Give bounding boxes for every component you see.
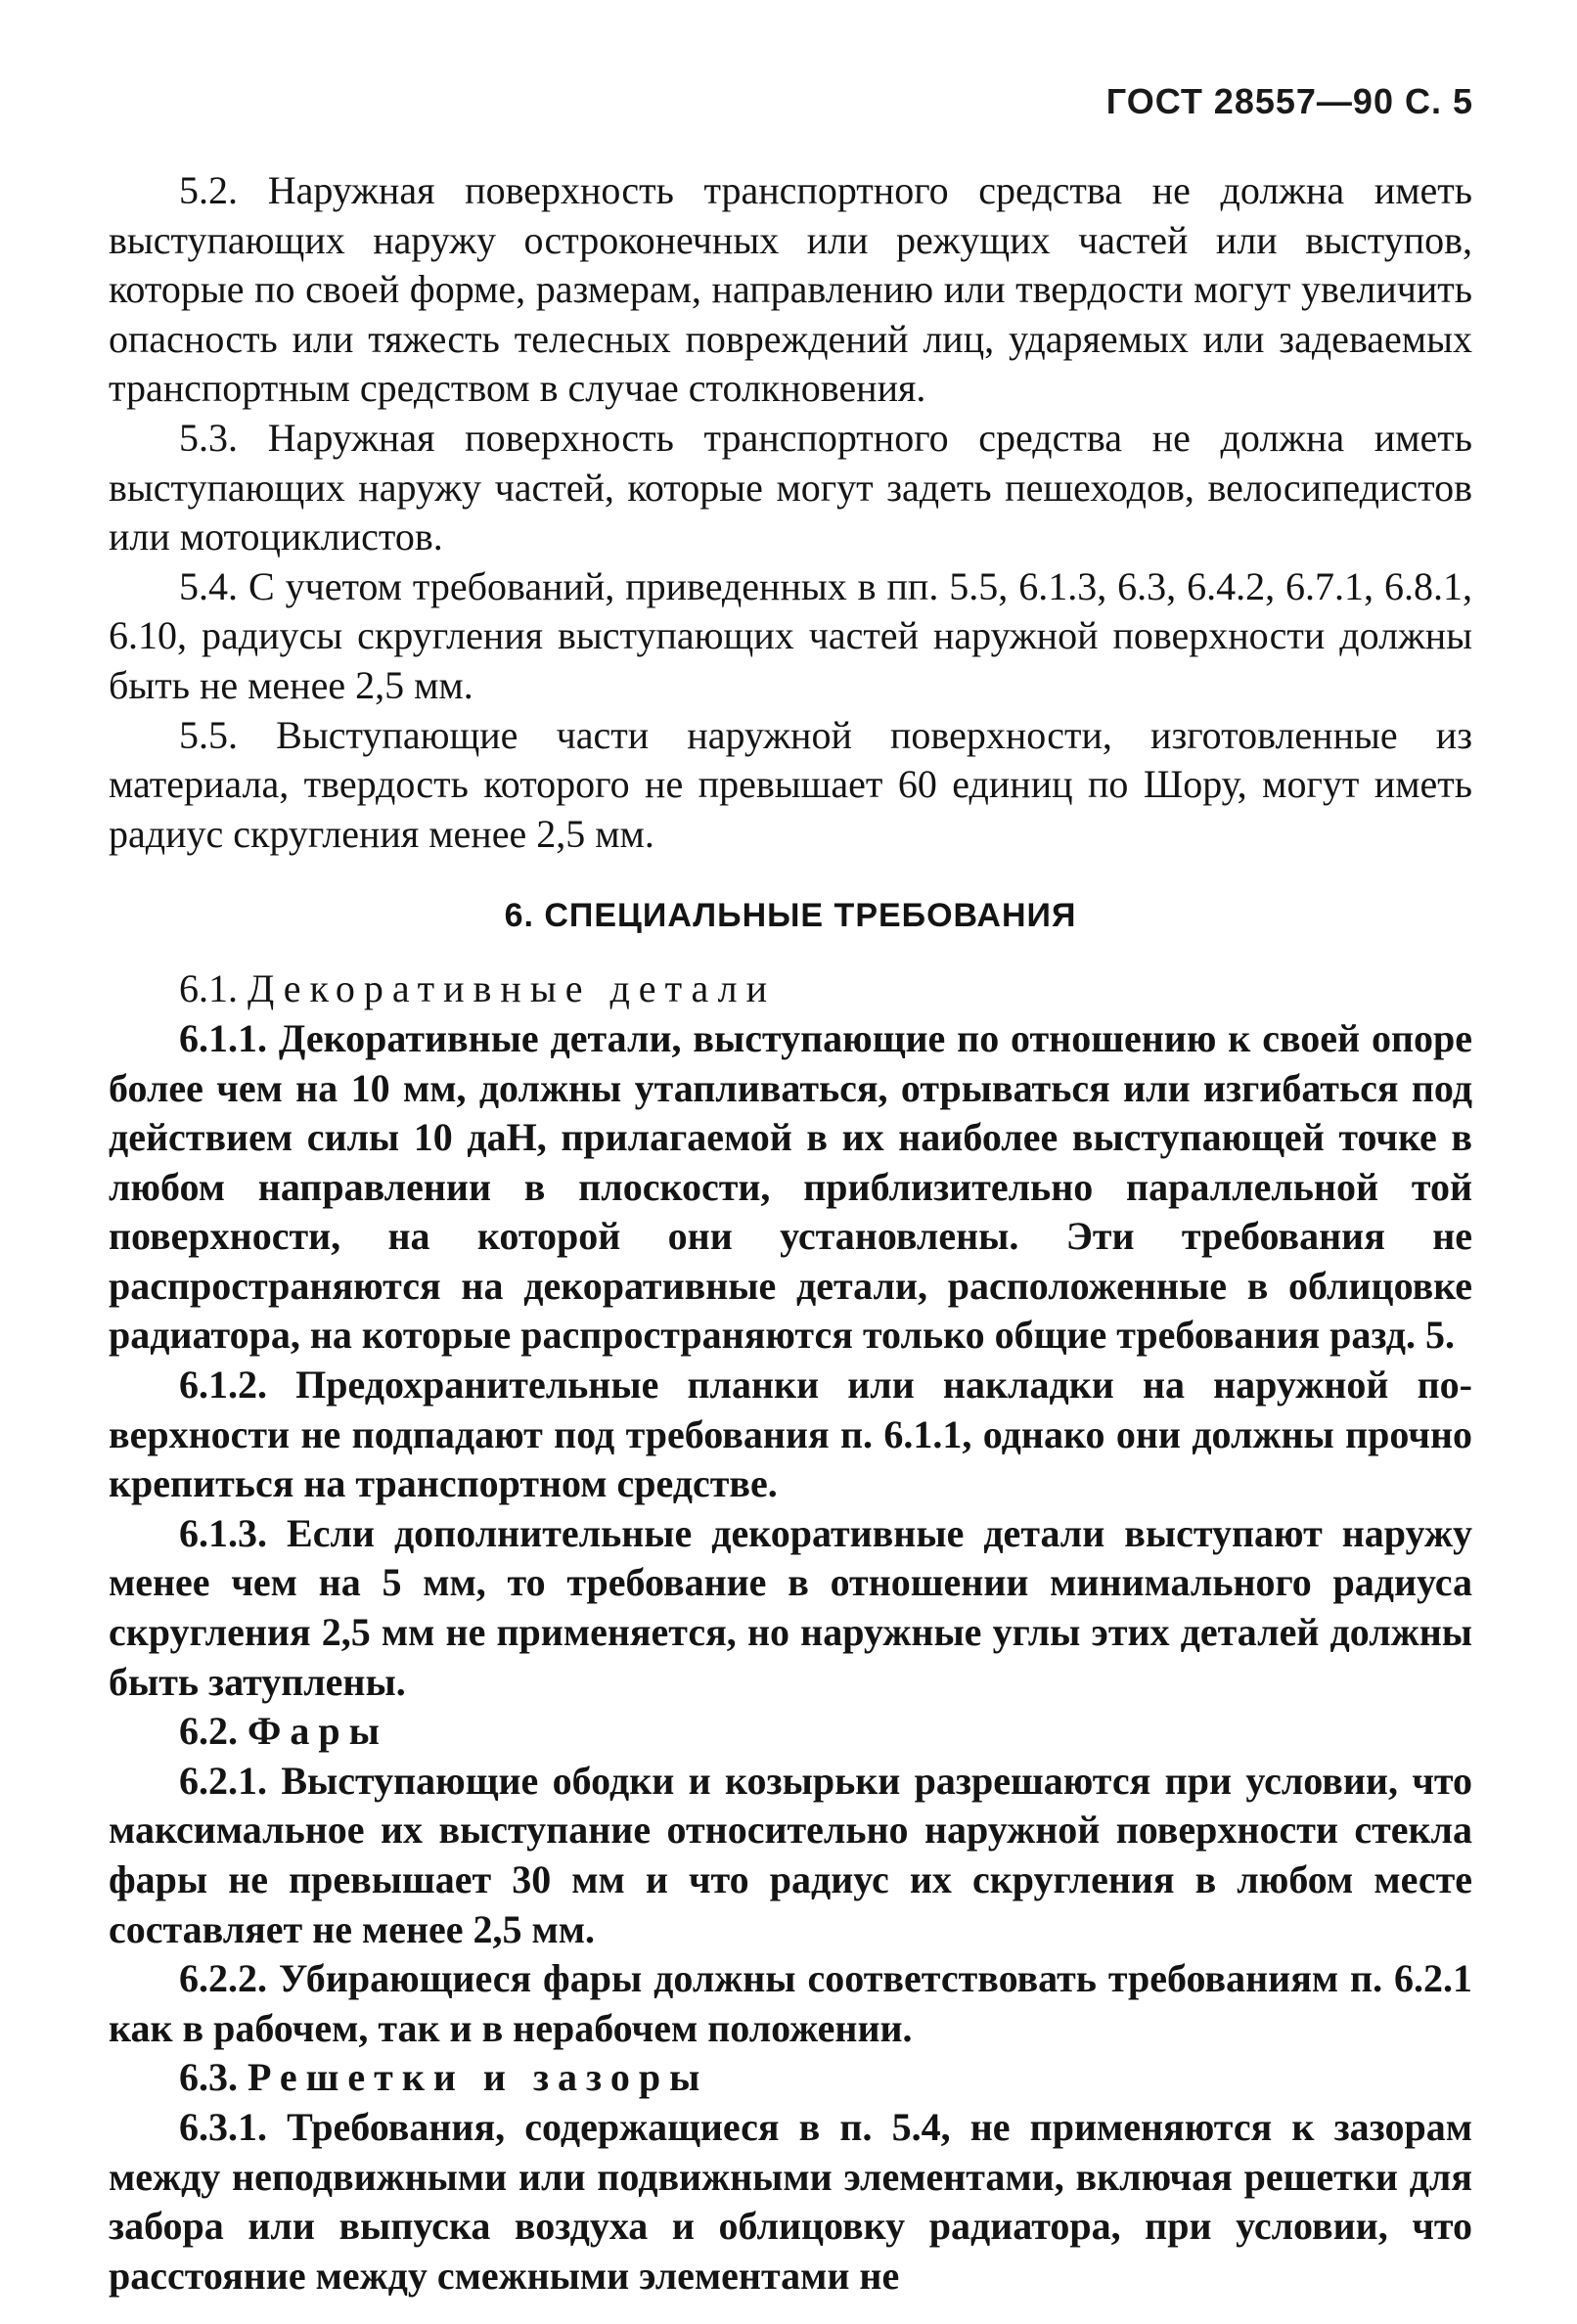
paragraph-5-5: 5.5. Выступающие части наружной поверхности, изготовленные из материала, твердость которого не превышает 60 единиц по Шору, могут иметь радиус скругления менее 2,5 мм.	[109, 712, 1472, 856]
subsection-6-1-number: 6.1.	[179, 966, 238, 1011]
subsection-6-3-name: Решетки и зазоры	[248, 2055, 709, 2100]
subsection-6-1-title	[109, 964, 1472, 1014]
paragraph-5-3: 5.3. Наружная поверхность транспортного средства не должна иметь выступающих наружу частей, которые могут задеть пешеходов, велосипедистов или мотоциклистов.	[109, 415, 1472, 559]
paragraph-6-1-1: 6.1.1. Декоративные детали, выступающие по отношению к своей опоре более чем на 10 мм, должны утапливаться, отрываться или изгибаться под действием силы 10 даН, прилагаемой в их наиболее выступающей точке в любом направлении в плоскости, приблизительно параллельной той поверхности, на которой они установлены. Эти требования не распространяются на декоративные детали, расположенные в облицовке радиатора, на которые распространяются только общие требования разд. 5.	[109, 1015, 1472, 1358]
subsection-6-2-number: 6.2.	[179, 1709, 238, 1754]
paragraph-5-2: 5.2. Наружная поверхность транспортного средства не должна иметь выступающих наружу остроконечных или режущих частей или выступов, которые по своей форме, размерам, направлению или твердости могут увеличить опасность или тяжесть телесных повреждений лиц, ударяемых или задеваемых транспортным средством в случае столкновения.	[109, 168, 1472, 411]
paragraph-6-1-3: 6.1.3. Если дополнительные декоративные детали выступают наружу менее чем на 5 мм, то требование в отношении минимального радиуса скругления 2,5 мм не применяется, но наружные углы этих деталей должны быть затуплены.	[109, 1510, 1472, 1704]
subsection-6-3-title	[109, 2053, 1472, 2103]
paragraph-6-2-2: 6.2.2. Убирающиеся фары должны соответствовать требованиям п. 6.2.1 как в рабочем, так и в нерабочем положении.	[109, 1956, 1472, 2050]
subsection-6-2-name: Фары	[248, 1709, 388, 1754]
subsection-6-3-number: 6.3.	[179, 2055, 238, 2100]
paragraph-5-4: 5.4. С учетом требований, приведенных в пп. 5.5, 6.1.3, 6.3, 6.4.2, 6.7.1, 6.8.1, 6.10, радиусы скругления выступающих частей наружной поверхности должны быть не менее 2,5 мм.	[109, 563, 1472, 707]
section-6-heading: 6. СПЕЦИАЛЬНЫЕ ТРЕБОВАНИЯ	[504, 897, 1077, 935]
subsection-6-2-title	[109, 1707, 1472, 1757]
page-header: ГОСТ 28557—90 С. 5	[1105, 81, 1473, 121]
paragraph-6-2-1: 6.2.1. Выступающие ободки и козырьки разрешаются при условии, что максимальное их выступание относительно наружной поверхности стекла фары не превышает 30 мм и что радиус их скругления в любом месте составляет не менее 2,5 мм.	[109, 1758, 1472, 1951]
subsection-6-1-name: Декоративные детали	[248, 966, 777, 1011]
document-body	[109, 166, 1472, 2301]
paragraph-6-3-1: 6.3.1. Требования, содержащиеся в п. 5.4, не применяются к зазорам между неподвижными или подвижными элементами, включая решетки для забора или выпуска воздуха и облицовку радиатора, при условии, что расстояние между смежными элементами не	[109, 2104, 1472, 2298]
paragraph-6-1-2: 6.1.2. Предохранительные планки или накладки на наружной поверхности не подпадают под требования п. 6.1.1, однако они должны прочно крепиться на транспортном средстве.	[109, 1363, 1472, 1506]
